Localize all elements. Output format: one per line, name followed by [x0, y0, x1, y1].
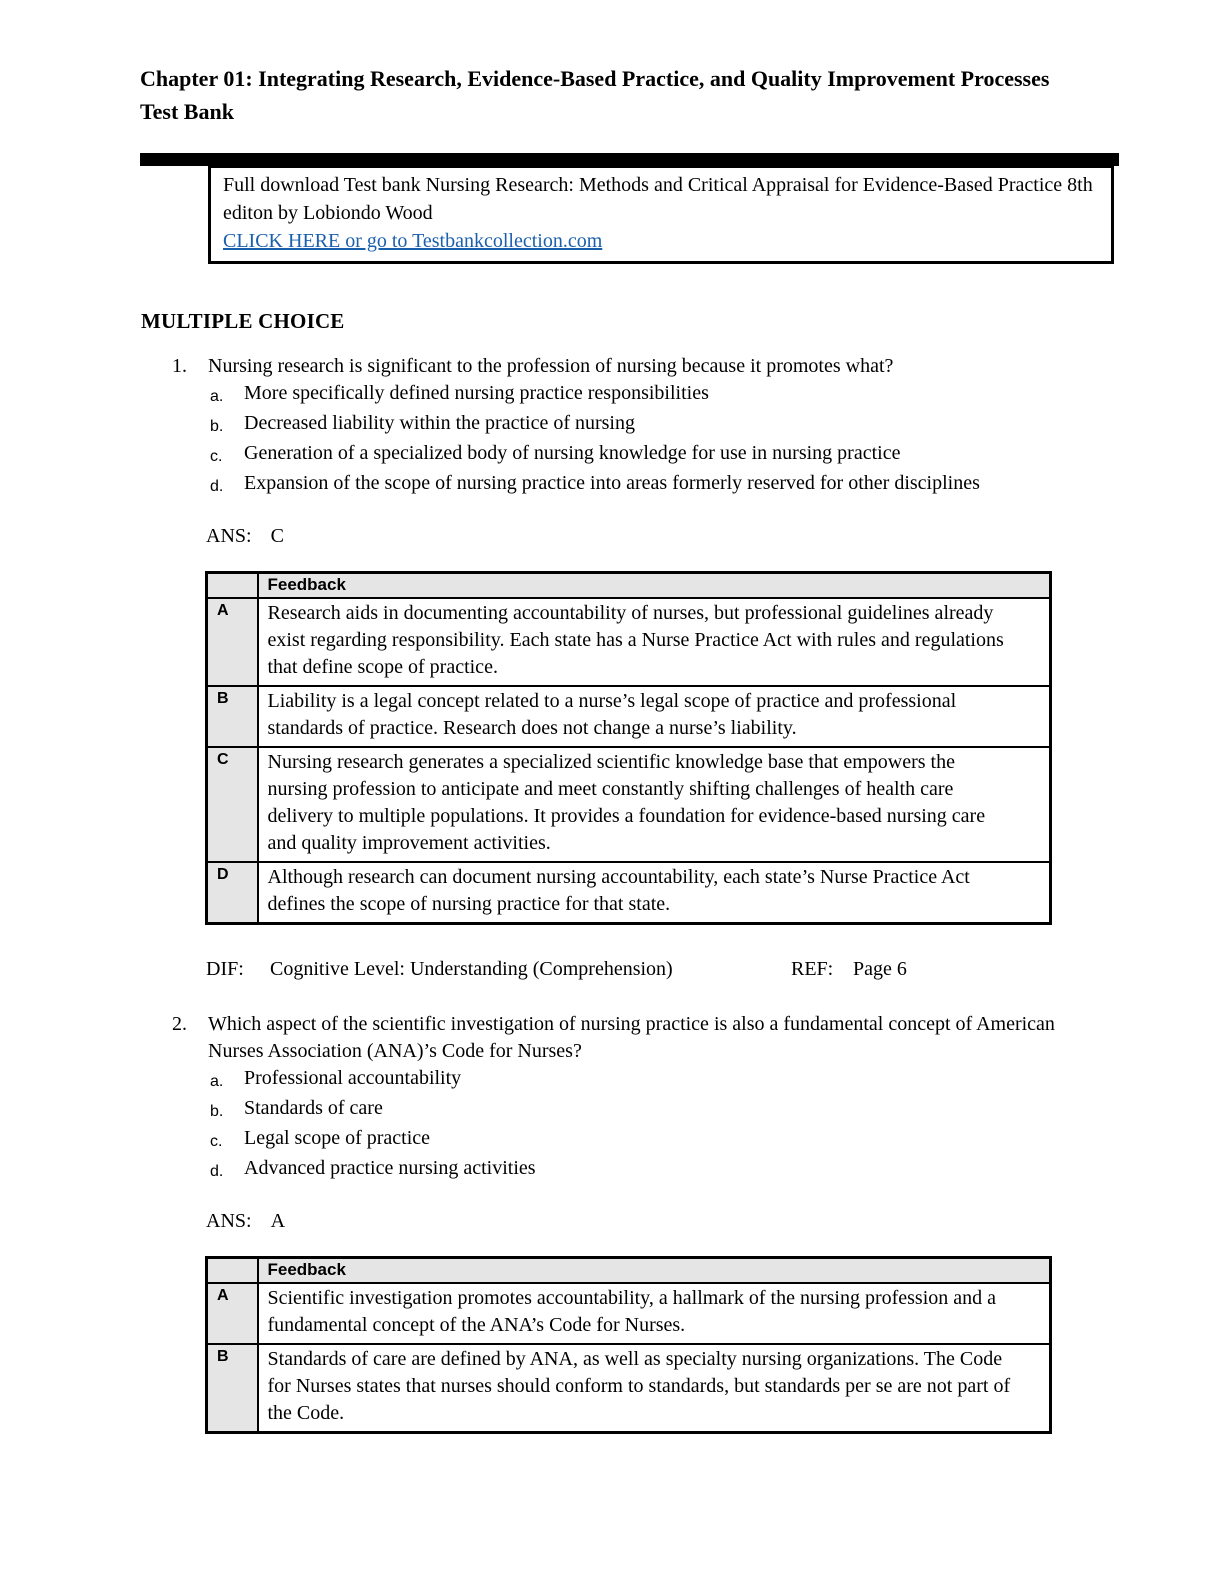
answer-value: C: [270, 525, 284, 547]
feedback-text: Liability is a legal concept related to a nurse’s legal scope of practice and professional standards of practice. Research does not change a nurse’s liability.: [258, 686, 1051, 747]
feedback-header-corner: [207, 1258, 258, 1284]
question-1-option-c: [210, 440, 1224, 470]
option-text: Expansion of the scope of nursing practice into areas formerly reserved for other disciplines: [244, 472, 980, 494]
option-letter: b.: [210, 418, 224, 435]
feedback-row-b: [207, 686, 1051, 747]
feedback-text: Research aids in documenting accountability of nurses, but professional guidelines already exist regarding responsibility. Each state has a Nurse Practice Act with rules and regulations that define scope of practice.: [258, 598, 1051, 686]
option-letter: c.: [210, 1133, 223, 1150]
feedback-text: Although research can document nursing accountability, each state’s Nurse Practice Act defines the scope of nursing practice for that state.: [258, 862, 1051, 924]
feedback-letter: B: [207, 686, 258, 747]
document-subtitle: Test Bank: [140, 99, 234, 124]
question-2-stem: [172, 1011, 1224, 1065]
question-2-answer: [206, 1210, 1224, 1233]
question-1-metadata: [206, 958, 1224, 981]
feedback-row-a: [207, 1283, 1051, 1344]
option-text: More specifically defined nursing practice responsibilities: [244, 382, 709, 404]
question-1: [0, 353, 1224, 500]
question-1-feedback-table: [205, 571, 1052, 925]
feedback-text: Scientific investigation promotes accountability, a hallmark of the nursing profession and a fundamental concept of the ANA’s Code for Nurses.: [258, 1283, 1051, 1344]
option-letter: d.: [210, 1163, 224, 1180]
feedback-letter: B: [207, 1344, 258, 1433]
feedback-letter: C: [207, 747, 258, 862]
question-2: [0, 1011, 1224, 1185]
feedback-letter: A: [207, 598, 258, 686]
feedback-row-b: [207, 1344, 1051, 1433]
question-2-option-d: [210, 1155, 1224, 1185]
option-text: Professional accountability: [244, 1067, 462, 1089]
feedback-header-label: Feedback: [258, 1258, 1051, 1284]
question-2-feedback-table: [205, 1256, 1052, 1434]
option-letter: b.: [210, 1103, 224, 1120]
feedback-text: Standards of care are defined by ANA, as well as specialty nursing organizations. The Code for Nurses states that nurses should conform to standards, but standards per se are not part of the Code.: [258, 1344, 1051, 1433]
answer-label: ANS:: [206, 525, 252, 547]
feedback-header-row: [207, 1258, 1051, 1284]
option-letter: a.: [210, 1073, 224, 1090]
chapter-title: Chapter 01: Integrating Research, Evidence-Based Practice, and Quality Improvement Processes: [140, 66, 1050, 91]
feedback-row-a: [207, 598, 1051, 686]
option-letter: a.: [210, 388, 224, 405]
question-number: 1.: [172, 355, 187, 377]
ref-value: Page 6: [853, 958, 907, 980]
answer-value: A: [270, 1210, 286, 1232]
download-banner-text: Full download Test bank Nursing Research: Methods and Critical Appraisal for Evidence-Based Practice 8th editon by Lobiondo Wood: [223, 174, 1093, 224]
feedback-row-d: [207, 862, 1051, 924]
divider-bar: [140, 153, 1119, 166]
question-text: Nursing research is significant to the profession of nursing because it promotes what?: [208, 355, 894, 377]
answer-label: ANS:: [206, 1210, 252, 1232]
chapter-header: [140, 62, 1122, 128]
option-text: Standards of care: [244, 1097, 383, 1119]
question-text: Which aspect of the scientific investigation of nursing practice is also a fundamental concept of American Nurses Association (ANA)’s Code for Nurses?: [208, 1013, 1055, 1062]
download-link[interactable]: CLICK HERE or go to Testbankcollection.com: [223, 230, 603, 252]
option-letter: d.: [210, 478, 224, 495]
option-letter: c.: [210, 448, 223, 465]
download-banner: [208, 166, 1114, 264]
option-text: Decreased liability within the practice of nursing: [244, 412, 635, 434]
question-1-stem: [172, 353, 1224, 380]
question-number: 2.: [172, 1013, 187, 1035]
feedback-header-row: [207, 573, 1051, 599]
question-1-option-b: [210, 410, 1224, 440]
ref-label: REF:: [791, 958, 834, 980]
feedback-header-corner: [207, 573, 258, 599]
question-2-option-b: [210, 1095, 1224, 1125]
option-text: Legal scope of practice: [244, 1127, 431, 1149]
question-2-option-a: [210, 1065, 1224, 1095]
feedback-row-c: [207, 747, 1051, 862]
question-1-answer: [206, 525, 1224, 548]
feedback-letter: D: [207, 862, 258, 924]
option-text: Advanced practice nursing activities: [244, 1157, 536, 1179]
dif-value: Cognitive Level: Understanding (Comprehension): [270, 958, 673, 980]
dif-label: DIF:: [206, 958, 244, 980]
question-2-option-c: [210, 1125, 1224, 1155]
section-heading: MULTIPLE CHOICE: [141, 309, 345, 333]
feedback-text: Nursing research generates a specialized scientific knowledge base that empowers the nursing profession to anticipate and meet constantly shifting challenges of health care delivery to multiple populations. It provides a foundation for evidence-based nursing care and quality improvement activities.: [258, 747, 1051, 862]
feedback-header-label: Feedback: [258, 573, 1051, 599]
question-1-option-d: [210, 470, 1224, 500]
question-1-option-a: [210, 380, 1224, 410]
option-text: Generation of a specialized body of nursing knowledge for use in nursing practice: [244, 442, 901, 464]
feedback-letter: A: [207, 1283, 258, 1344]
